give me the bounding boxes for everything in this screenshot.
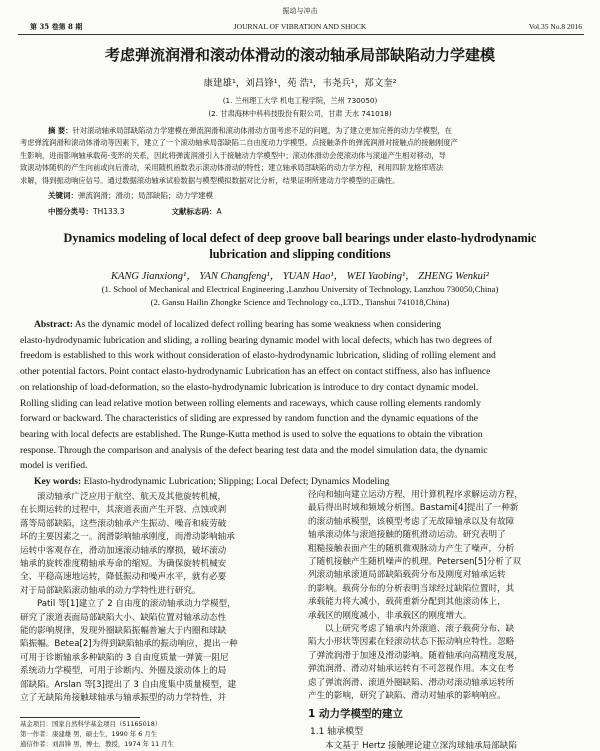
running-header-volume-en: Vol.35 No.8 2016 — [528, 22, 582, 31]
header-rule — [18, 34, 584, 35]
abstract-en — [20, 317, 582, 474]
authors-cn: 康建雄¹，刘昌锋¹，苑 浩¹，韦尧兵¹，郑文奎² — [203, 78, 397, 89]
abstract-en-line-8: bearing with local defects are established. The Runge-Kutta method is used to solve the equations to obtain the vibration — [20, 428, 483, 440]
affiliation-cn-2: (2. 甘肃海林中科科技股份有限公司，甘肃 天水 741018) — [208, 109, 392, 118]
running-header-journal-cn: 振动与冲击 — [282, 7, 318, 15]
title-cn: 考虑弹流润滑和滚动体滑动的滚动轴承局部缺陷动力学建模 — [104, 46, 495, 64]
abstract-en-line-10: model is verified. — [20, 460, 88, 472]
keywords-en-text: Elasto-hydrodynamic Lubrication; Slipping; Local Defect; Dynamics Modeling — [83, 476, 390, 487]
body-left-line: 研究了滚道表面局部缺陷大小、缺陷位置对轴承动态性 — [20, 612, 227, 623]
body-right-line: 了弹流润滑于加速及滑动影响。随着轴承向高精度发展， — [308, 650, 523, 661]
body-left-line: 立了无缺陷角接触球轴承与轴承振型的动力学特性，并 — [20, 693, 227, 704]
body-left-line: 轴承的旋转准度精轴承寿命的缩短。为确保旋转机械安 — [20, 559, 227, 570]
body-left-line: 落等局部缺陷，这些滚动轴承产生振动、噪音和疲劳破 — [20, 518, 227, 529]
abstract-en-line-4: other potential factors. Point contact elasto-hydrodynamic Lubrication has an effect on contact stiffness, also has influence — [20, 366, 491, 378]
abstract-cn-line-2: 考虑弹流润滑和滚动体滑动等因素下，建立了一个滚动轴承局部缺陷二自由度动力学模型。点接触条件的弹流润滑对接触点的接触刚度产 — [20, 138, 458, 148]
body-right-tail: 本文基于 Hertz 接触理论建立深沟球轴承局部缺陷 — [325, 741, 517, 751]
body-left-line: 系统动力学模型，可用于诊断内、外圈及滚动体上的局 — [20, 666, 227, 677]
abstract-cn-line-4: 致滚动体随机的产生向前或向后滑动，采用随机函数表示滚动体滑动的特性；建立轴承局部缺陷的动力学方程，利用四阶龙格库塔法 — [20, 163, 444, 173]
keywords-en-label: Key words: — [34, 476, 82, 487]
affiliation-cn-1: (1. 兰州理工大学 机电工程学院，兰州 730050) — [222, 96, 378, 105]
body-left-line: Patil 等[1]建立了 2 自由度的滚动轴承动力学模型， — [37, 599, 236, 610]
body-left-line: 陷振幅。Betea[2]为得到缺陷轴承的振动响应，提出一种 — [20, 639, 238, 650]
keywords-cn-label: 关键词： — [48, 191, 78, 200]
keywords-cn-text: 弹流润滑；滑动；局部缺陷；动力学建模 — [78, 191, 213, 200]
abstract-en-line-7: forward or backward. The characteristics of sliding are expressed by random function and the dynamic equations of the — [20, 413, 479, 425]
clc-number: TH133.3 — [93, 207, 125, 216]
body-right-line: 的影响。载荷分布的分析表明当球经过缺陷位置时，其 — [308, 583, 515, 594]
body-right-line: 列滚动轴承滚道局部缺陷载荷分布及刚度对轴承运转 — [308, 570, 506, 581]
footnote-corresponding-author: 通信作者：刘昌锋 男，博士，教授，1974 年 11 月生 — [20, 740, 174, 748]
abstract-cn-line-3: 生影响，进而影响轴承载荷-变形的关系，因此将弹流润滑引入干接触动力学模型中；滚动体滑动会使滚动体与滚道产生相对移动，导 — [20, 150, 446, 160]
footnote-funding: 基金项目：国家自然科学基金项目（51165018） — [20, 720, 162, 728]
abstract-cn-line-1: 摘 要：针对滚动轴承局部缺陷动力学建模在弹流润滑和滚动体滑动方面考虑不足的问题，为了建立更加完善的动力学模型，在 — [48, 126, 452, 135]
abstract-cn-line-5: 求解，得到振动响应信号。通过数据滚动轴承试验数据与模型模拟数据对比分析，结果证明所建动力学模型的正确性。 — [20, 175, 400, 185]
subsection-title: 1.1 轴承模型 — [310, 727, 364, 737]
body-left-line: 部缺陷。Arslan 等[3]提出了 3 自由度集中质量模型，建 — [20, 679, 237, 690]
body-right-column — [308, 489, 582, 704]
abstract-en-line-3: freedom is established to this work without consideration of elasto-hydrodynamic lubrication, sliding of rolling element and — [20, 350, 496, 362]
footnote-rule — [20, 717, 140, 718]
body-left-line: 坏的主要因素之一。润滑影响轴承刚度，而滑动影响轴承 — [20, 532, 235, 543]
body-left-line: 滚动轴承广泛应用于航空、航天及其他旋转机械， — [37, 492, 227, 502]
classification-cn: 中图分类号：TH133.3 文献标志码：A — [48, 207, 222, 216]
body-right-line: 承载区的刚度减小，非承载区的刚度增大。 — [308, 610, 472, 621]
body-left-column — [20, 491, 292, 706]
title-en-line-2: lubrication and slipping conditions — [209, 247, 391, 261]
title-en-line-1: Dynamics modeling of local defect of deep groove ball bearings under elasto-hydrodynamic — [63, 231, 537, 245]
body-right-line: 了随机接触产生随机噪声的机理。Petersen[5]分析了双 — [308, 557, 522, 568]
body-right-line: 弹流润滑、滑动对轴承运转有不可忽视作用。本文在考 — [308, 664, 515, 675]
body-left-line: 全、平稳高速地运转，降低振动和噪声水平，就有必要 — [20, 572, 227, 583]
body-right-line: 承载能力将大减小，载荷重新分配到其他滚动体上， — [308, 597, 506, 608]
running-header-journal-en: JOURNAL OF VIBRATION AND SHOCK — [233, 22, 367, 31]
body-right-line: 虑了弹流润滑、滚道外圈缺陷、滑动对滚动轴承运转所 — [308, 677, 515, 688]
abstract-en-line-5: on relationship of load-deformation, so the elasto-hydrodynamic lubrication is introduce to dry contact dynamic model. — [20, 381, 479, 393]
body-right-line: 最后得出时域和频域分析图。Bastami[4]提出了一种新 — [308, 503, 519, 514]
body-left-line: 可用于诊断轴承多种缺陷的 3 自由度质量一弹簧一阻尼 — [20, 652, 229, 663]
body-right-line: 的滚动轴承模型，该模型考虑了无故障轴承以及有故障 — [308, 516, 515, 527]
body-right-line: 以上研究考虑了轴承内外滚道、滚子载荷分布、缺 — [325, 624, 515, 635]
running-header-volume-cn: 第 35 卷第 8 期 — [30, 22, 83, 31]
keywords-cn — [48, 190, 213, 201]
body-left-line: 对于局部缺陷滚动轴承的动力学特性进行研究。 — [20, 585, 201, 596]
body-left-line: 能的影响规律，发现外圈缺陷振幅普遍大于内圈和球缺 — [20, 626, 227, 637]
keywords-en — [34, 476, 389, 487]
abstract-cn — [20, 125, 582, 187]
body-right-line: 粗糙接触表面产生的随机微观脉动力产生了噪声，分析 — [308, 543, 515, 554]
abstract-en-line-9: response. Through the comparison and analysis of the defect bearing test data and the model simulation data, the dynamic — [20, 444, 488, 456]
body-left-line: 运转中客观存在，滑动加速滚动轴承的摩损，破坏滚动 — [20, 545, 227, 556]
affiliation-en-2: (2. Gansu Hailin Zhongke Science and Technology co.,LTD., Tianshui 741018,China) — [150, 297, 450, 307]
body-right-line: 陷大小形状等因素在轻滚动状态下振动响应特性。忽略 — [308, 637, 515, 648]
abstract-en-line-2: elasto-hydrodynamic lubrication and sliding, a rolling bearing dynamic model with local defects, which has two degrees of — [20, 334, 493, 346]
footnotes — [20, 719, 292, 749]
abstract-cn-label: 摘 要： — [48, 126, 73, 135]
section-title: 1 动力学模型的建立 — [308, 708, 403, 720]
body-right-line: 产生的影响，研究了缺陷、滑动对轴承的影响响应。 — [308, 691, 506, 702]
abstract-en-line-6: Rolling sliding can lead relative motion between rolling elements and raceways, which cause rolling elements randomly — [20, 397, 481, 409]
title-en — [0, 230, 600, 262]
body-right-line: 轴承滚动体与滚道接触的随机滑动运动。研究表明了 — [308, 530, 506, 541]
body-right-line: 径向和轴向建立运动方程，用计算机程序求解运动方程， — [308, 490, 523, 500]
authors-en: KANG Jianxiong¹， YAN Changfeng¹， YUAN Hao¹， WEI Yaobing¹， ZHENG Wenkui² — [111, 271, 489, 282]
abstract-en-label: Abstract: — [34, 319, 73, 330]
document-code: A — [216, 207, 222, 216]
footnote-first-author: 第一作者：康建雄 男，硕士生，1990 年 6 月生 — [20, 730, 158, 738]
affiliation-en-1: (1. School of Mechanical and Electrical Engineering ,Lanzhou University of Technology, Lanzhou 730050,China) — [101, 284, 499, 294]
abstract-en-line-1: Abstract: As the dynamic model of localized defect rolling bearing has some weakness when considering — [34, 319, 442, 330]
body-left-line: 在长期运转的过程中，其滚道表面产生开裂、点蚀或剥 — [20, 505, 227, 516]
